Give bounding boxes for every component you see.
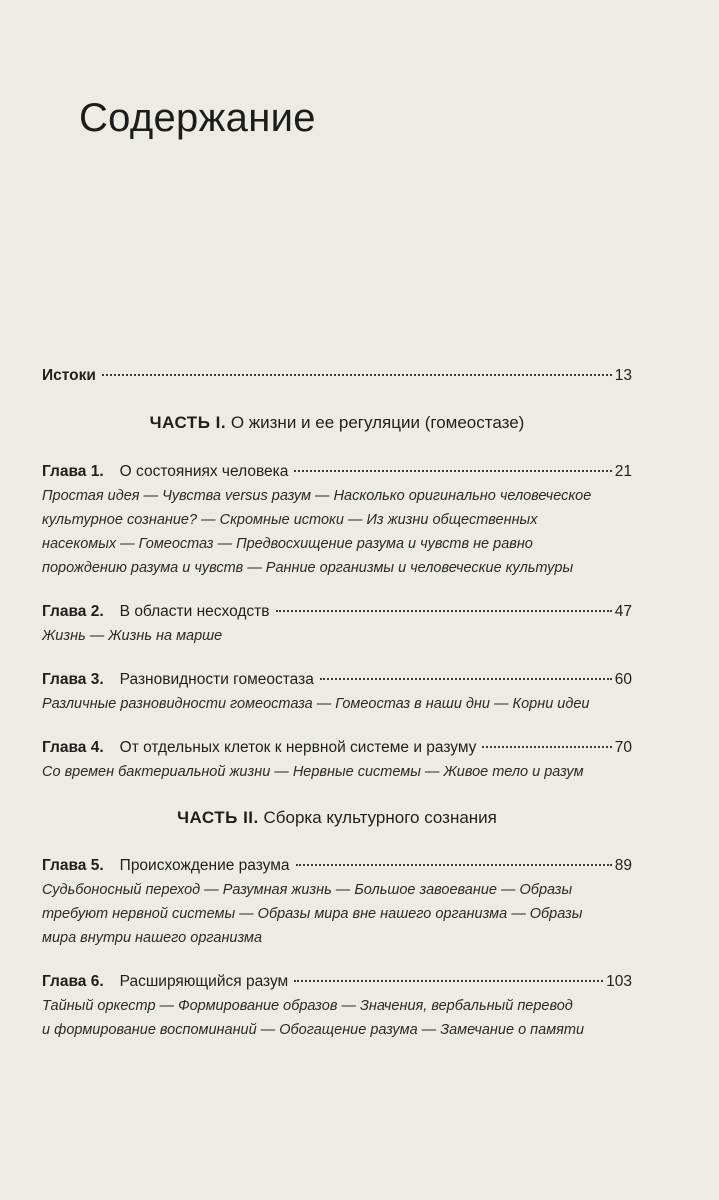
chapter-title: Разновидности гомеостаза xyxy=(119,671,314,688)
chapter-page: 60 xyxy=(614,671,632,688)
chapter-entry xyxy=(42,460,632,580)
part-heading xyxy=(42,411,632,435)
chapter-label: Глава 5. xyxy=(42,857,104,874)
chapter-entry xyxy=(42,736,632,784)
chapter-page: 21 xyxy=(614,463,632,480)
chapter-line xyxy=(42,668,632,692)
dot-leader xyxy=(276,610,612,612)
chapter-label: Глава 6. xyxy=(42,973,104,990)
dot-leader xyxy=(482,746,611,748)
chapter-entry xyxy=(42,668,632,716)
chapter-title: Расширяющийся разум xyxy=(119,973,289,990)
part-label: ЧАСТЬ II. xyxy=(177,808,259,827)
chapter-topics-line: насекомых — Гомеостаз — Предвосхищение разума и чувств не равно xyxy=(42,536,533,552)
part-heading xyxy=(42,806,632,830)
chapter-topics-line: мира внутри нашего организма xyxy=(42,930,263,946)
chapter-entry xyxy=(42,600,632,648)
chapter-title: В области несходств xyxy=(119,603,270,620)
chapter-line xyxy=(42,854,632,878)
chapter-page: 70 xyxy=(614,739,632,756)
chapter-label: Глава 3. xyxy=(42,671,104,688)
chapter-page: 47 xyxy=(614,603,632,620)
chapter-page: 103 xyxy=(606,973,632,990)
chapter-topics-line: Судьбоносный переход — Разумная жизнь — Большое завоевание — Образы xyxy=(42,882,573,898)
chapter-label: Глава 4. xyxy=(42,739,104,756)
dot-leader xyxy=(294,980,603,982)
toc-intro xyxy=(42,364,632,388)
chapter-topics-line: Простая идея — Чувства versus разум — Насколько оригинально человеческое xyxy=(42,488,592,504)
chapter-topics-line: Различные разновидности гомеостаза — Гомеостаз в наши дни — Корни идеи xyxy=(42,696,590,712)
chapter-topics-line: Со времен бактериальной жизни — Нервные системы — Живое тело и разум xyxy=(42,764,584,780)
chapter-entry xyxy=(42,970,632,1042)
part-title: Сборка культурного сознания xyxy=(263,808,497,827)
chapter-entry xyxy=(42,854,632,950)
chapter-topics-line: Жизнь — Жизнь на марше xyxy=(42,628,223,644)
chapter-line xyxy=(42,460,632,484)
chapter-topics-line: требуют нервной системы — Образы мира вне нашего организма — Образы xyxy=(42,906,583,922)
chapter-line xyxy=(42,970,632,994)
chapter-topics-line: порождению разума и чувств — Ранние организмы и человеческие культуры xyxy=(42,560,574,576)
table-of-contents xyxy=(42,364,632,1042)
intro-label: Истоки xyxy=(42,367,96,384)
part-title: О жизни и ее регуляции (гомеостазе) xyxy=(230,413,525,432)
dot-leader xyxy=(102,374,612,376)
chapter-label: Глава 1. xyxy=(42,463,104,480)
chapter-line xyxy=(42,736,632,760)
part-label: ЧАСТЬ I. xyxy=(149,413,227,432)
dot-leader xyxy=(320,678,612,680)
chapter-title: О состояниях человека xyxy=(119,463,289,480)
chapter-page: 89 xyxy=(614,857,632,874)
chapter-line xyxy=(42,600,632,624)
dot-leader xyxy=(296,864,612,866)
chapter-topics-line: культурное сознание? — Скромные истоки — Из жизни общественных xyxy=(42,512,538,528)
chapter-title: От отдельных клеток к нервной системе и разуму xyxy=(119,739,477,756)
chapter-title: Происхождение разума xyxy=(119,857,290,874)
page-title: Содержание xyxy=(79,96,316,140)
chapter-label: Глава 2. xyxy=(42,603,104,620)
chapter-topics-line: и формирование воспоминаний — Обогащение разума — Замечание о памяти xyxy=(42,1022,585,1038)
chapter-topics-line: Тайный оркестр — Формирование образов — Значения, вербальный перевод xyxy=(42,998,573,1014)
dot-leader xyxy=(294,470,611,472)
intro-page: 13 xyxy=(614,367,632,384)
